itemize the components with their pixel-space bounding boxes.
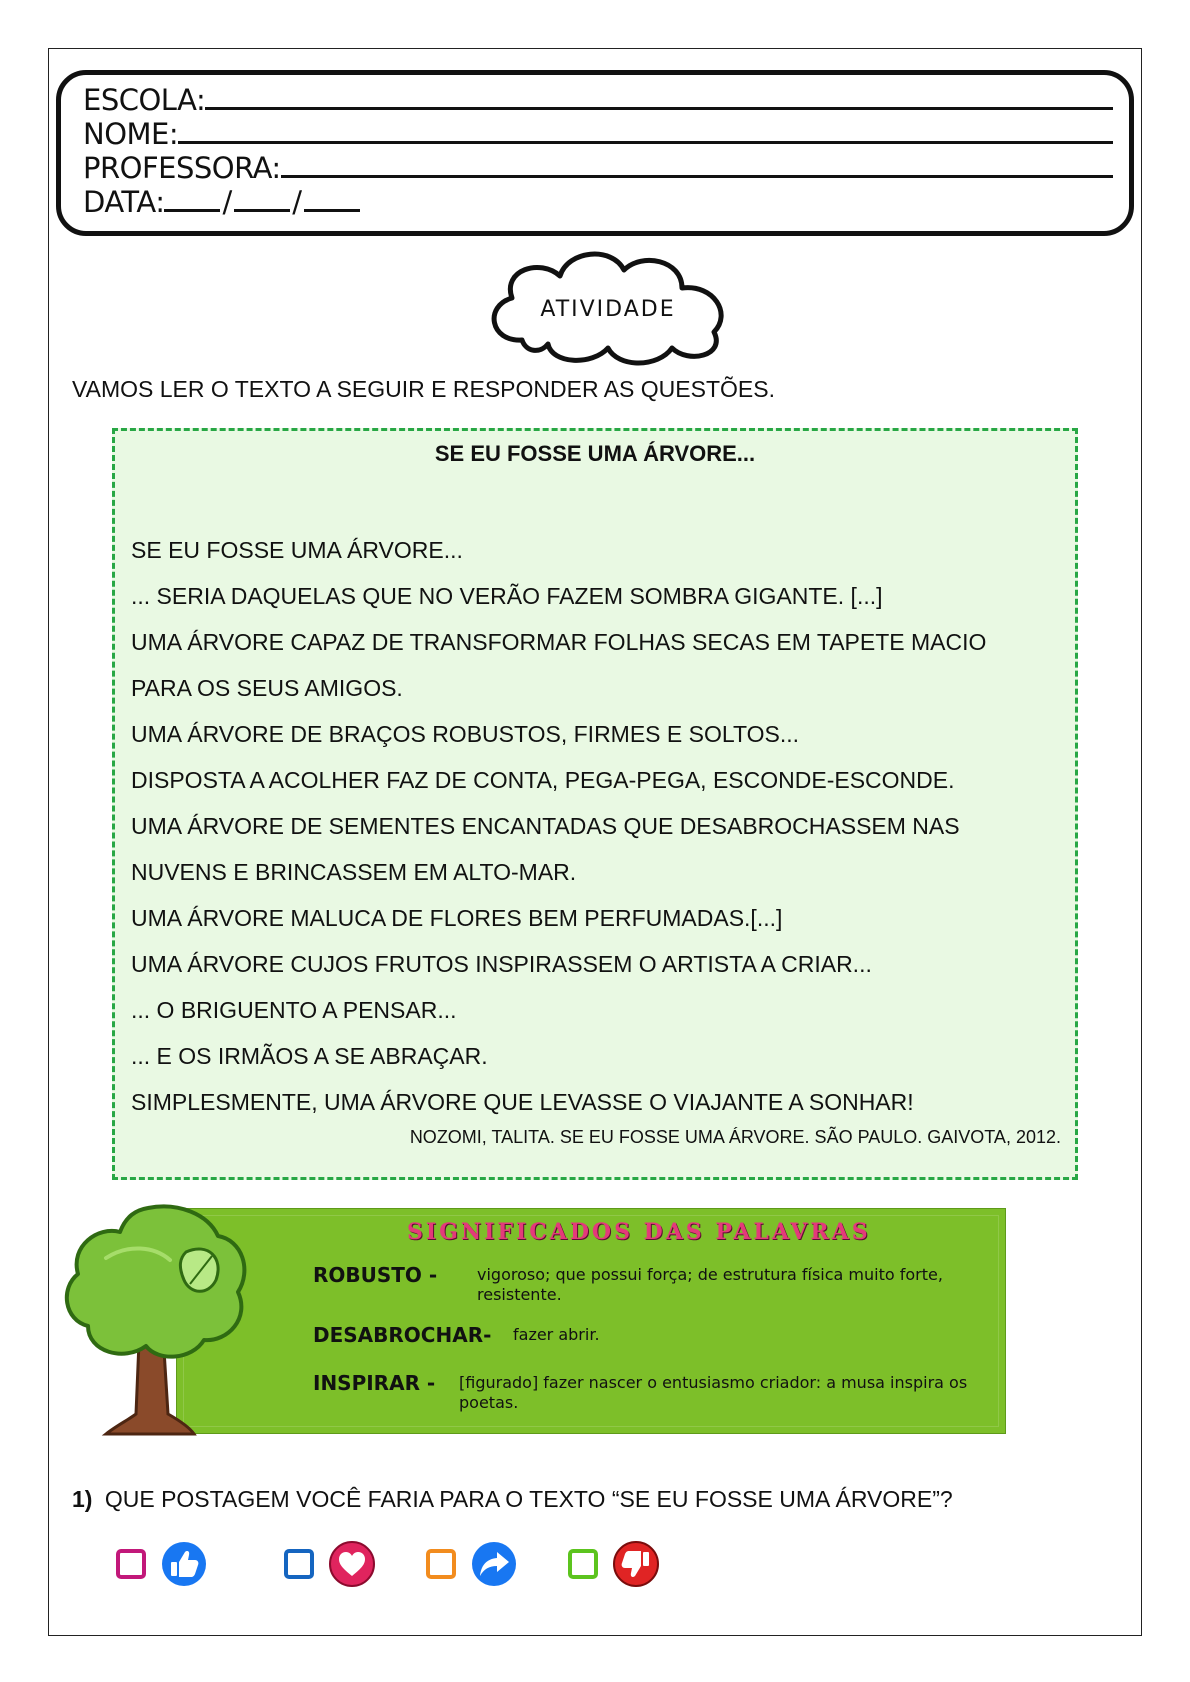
nome-label: NOME: — [83, 117, 179, 151]
activity-cloud — [482, 244, 734, 366]
date-separator: / — [292, 185, 303, 219]
poem-line: ... E OS IRMÃOS A SE ABRAÇAR. — [131, 1043, 488, 1069]
date-day-field[interactable] — [164, 209, 220, 212]
poem-line: PARA OS SEUS AMIGOS. — [131, 675, 403, 701]
poem-box — [112, 428, 1078, 1180]
option-love — [284, 1536, 376, 1592]
data-label: DATA: — [83, 185, 165, 219]
tree-icon — [58, 1200, 248, 1440]
poem-line: UMA ÁRVORE DE SEMENTES ENCANTADAS QUE DESABROCHASSEM NAS — [131, 813, 960, 839]
poem-line: ... SERIA DAQUELAS QUE NO VERÃO FAZEM SOMBRA GIGANTE. [...] — [131, 583, 883, 609]
option-share — [426, 1536, 518, 1592]
poem-line: NUVENS E BRINCASSEM EM ALTO-MAR. — [131, 859, 577, 885]
poem-source: NOZOMI, TALITA. SE EU FOSSE UMA ÁRVORE. SÃO PAULO. GAIVOTA, 2012. — [409, 1127, 1061, 1147]
date-year-field[interactable] — [304, 209, 360, 212]
glossary-term: DESABROCHAR- — [313, 1323, 492, 1347]
poem-line: UMA ÁRVORE CAPAZ DE TRANSFORMAR FOLHAS SECAS EM TAPETE MACIO — [131, 629, 987, 655]
heart-icon — [328, 1540, 376, 1588]
glossary-definition: fazer abrir. — [513, 1325, 600, 1344]
dislike-checkbox[interactable] — [568, 1549, 598, 1579]
poem-line: UMA ÁRVORE CUJOS FRUTOS INSPIRASSEM O ARTISTA A CRIAR... — [131, 951, 872, 977]
escola-row — [83, 83, 1113, 117]
glossary-background — [176, 1208, 1006, 1434]
poem-title: SE EU FOSSE UMA ÁRVORE... — [434, 441, 756, 466]
question-text: QUE POSTAGEM VOCÊ FARIA PARA O TEXTO “SE EU FOSSE UMA ÁRVORE”? — [104, 1486, 953, 1512]
data-row — [83, 185, 360, 219]
like-checkbox[interactable] — [116, 1549, 146, 1579]
option-like — [116, 1536, 208, 1592]
escola-label: ESCOLA: — [83, 83, 206, 117]
activity-badge: ATIVIDADE — [540, 296, 676, 322]
poem-line: SE EU FOSSE UMA ÁRVORE... — [131, 537, 463, 563]
thumbs-down-icon — [612, 1540, 660, 1588]
glossary-definition: [figurado] fazer nascer o entusiasmo criador: a musa inspira os poetas. — [459, 1373, 968, 1412]
love-checkbox[interactable] — [284, 1549, 314, 1579]
share-icon — [470, 1540, 518, 1588]
glossary-term: INSPIRAR - — [313, 1371, 436, 1395]
nome-row — [83, 117, 1113, 151]
poem-line: ... O BRIGUENTO A PENSAR... — [131, 997, 457, 1023]
share-checkbox[interactable] — [426, 1549, 456, 1579]
professora-field[interactable] — [281, 175, 1113, 178]
question-number: 1) — [72, 1486, 93, 1512]
escola-field[interactable] — [205, 107, 1113, 110]
glossary-term: ROBUSTO - — [313, 1263, 438, 1287]
instruction-text: VAMOS LER O TEXTO A SEGUIR E RESPONDER AS QUESTÕES. — [72, 376, 775, 402]
thumbs-up-icon — [160, 1540, 208, 1588]
professora-label: PROFESSORA: — [83, 151, 281, 185]
poem-line: SIMPLESMENTE, UMA ÁRVORE QUE LEVASSE O VIAJANTE A SONHAR! — [131, 1089, 914, 1115]
nome-field[interactable] — [178, 141, 1113, 144]
poem-line: UMA ÁRVORE MALUCA DE FLORES BEM PERFUMADAS.[...] — [131, 905, 783, 931]
question-1 — [72, 1486, 953, 1513]
date-separator: / — [222, 185, 233, 219]
glossary-panel — [58, 1200, 1008, 1440]
professora-row — [83, 151, 1113, 185]
poem-line: DISPOSTA A ACOLHER FAZ DE CONTA, PEGA-PEGA, ESCONDE-ESCONDE. — [131, 767, 955, 793]
poem-line: UMA ÁRVORE DE BRAÇOS ROBUSTOS, FIRMES E SOLTOS... — [131, 721, 799, 747]
glossary-definition: vigoroso; que possui força; de estrutura física muito forte, resistente. — [477, 1265, 943, 1304]
poem-lines — [131, 527, 986, 1125]
date-month-field[interactable] — [234, 209, 290, 212]
header-box — [56, 70, 1134, 236]
option-dislike — [568, 1536, 660, 1592]
glossary-title: SIGNIFICADOS DAS PALAVRAS — [407, 1219, 871, 1245]
